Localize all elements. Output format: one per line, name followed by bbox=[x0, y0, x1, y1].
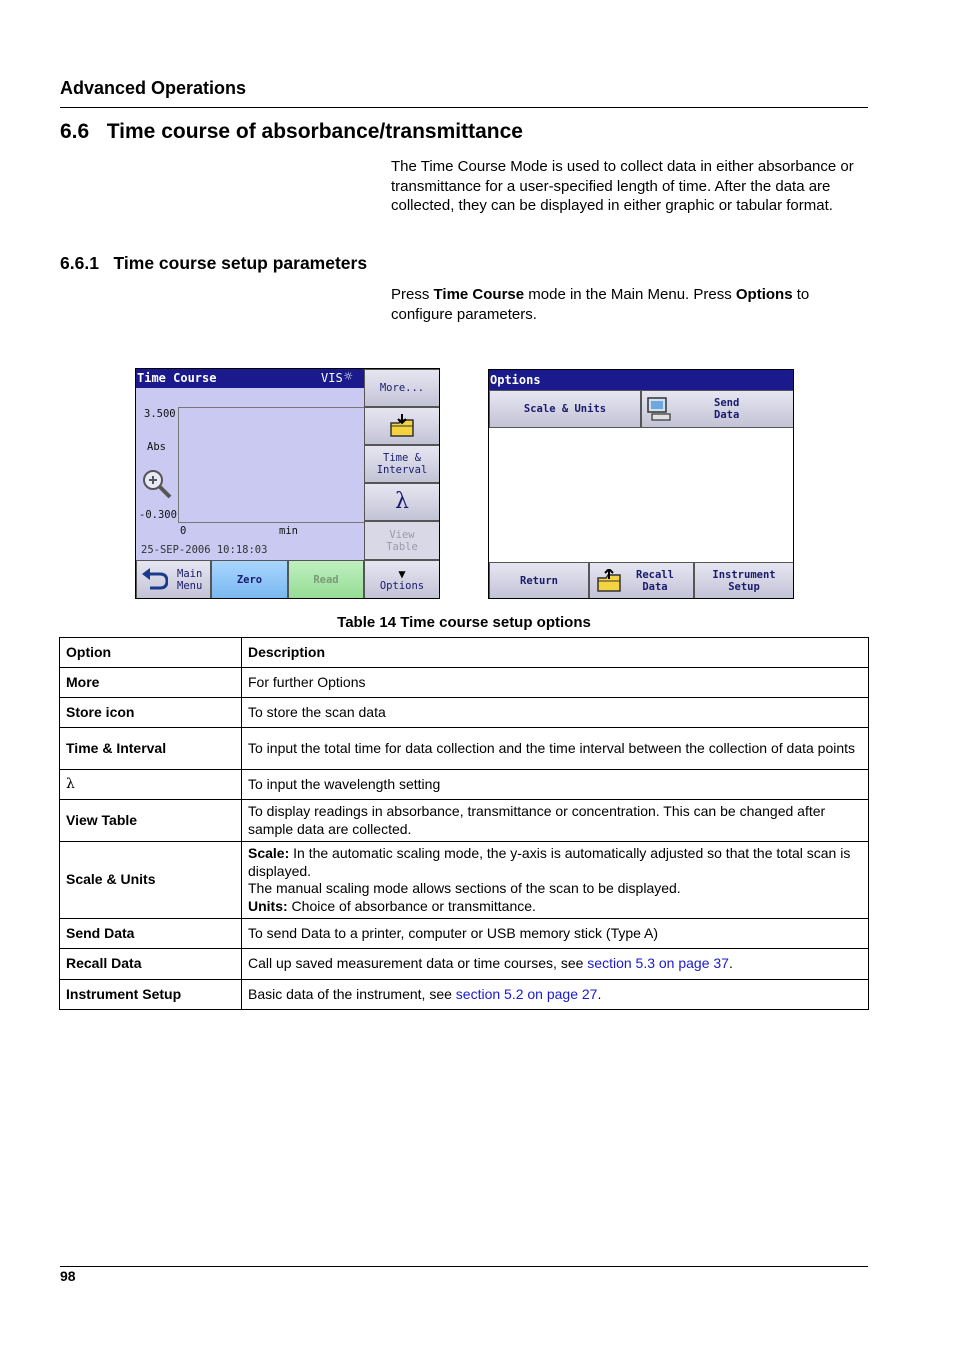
header-option: Option bbox=[60, 638, 242, 668]
store-icon bbox=[389, 414, 415, 438]
setup-desc-text: Basic data of the instrument, see bbox=[248, 985, 456, 1002]
scale-text: In the automatic scaling mode, the y-axis is automatically adjusted so that the total scan is displayed. bbox=[248, 845, 851, 879]
recall-desc-text: Call up saved measurement data or time courses, see bbox=[248, 955, 588, 972]
instr-bold-time-course: Time Course bbox=[433, 286, 525, 303]
recall-desc-end: . bbox=[728, 955, 733, 972]
recall-data-label-1: Recall bbox=[636, 568, 674, 581]
read-button[interactable] bbox=[288, 560, 364, 599]
option-cell: Recall Data bbox=[60, 949, 242, 980]
recall-folder-icon bbox=[596, 569, 622, 593]
main-menu-button[interactable] bbox=[136, 560, 211, 599]
description-cell bbox=[242, 980, 869, 1010]
units-text: Choice of absorbance or transmittance. bbox=[287, 897, 536, 914]
graph-panel bbox=[136, 388, 364, 560]
setup-desc-end: . bbox=[597, 985, 602, 1002]
description-cell: To display readings in absorbance, transmittance or concentration. This can be changed after sample data are collected. bbox=[242, 800, 869, 842]
options-arrow-icon: ▼ bbox=[398, 566, 406, 581]
table-row bbox=[60, 668, 869, 698]
subsection-title-text: Time course setup parameters bbox=[113, 253, 368, 273]
recall-data-button[interactable] bbox=[589, 562, 694, 599]
x-unit-label: min bbox=[279, 525, 298, 537]
send-data-label-1: Send bbox=[714, 397, 740, 409]
table-row bbox=[60, 800, 869, 842]
instrument-setup-label-2: Setup bbox=[728, 580, 760, 593]
main-menu-label-1: Main bbox=[177, 567, 203, 580]
table-row bbox=[60, 698, 869, 728]
table-row bbox=[60, 980, 869, 1010]
options-blank-area bbox=[489, 428, 793, 562]
option-cell: Scale & Units bbox=[60, 842, 242, 919]
time-interval-label-1: Time & bbox=[383, 452, 421, 464]
instr-bold-options: Options bbox=[735, 286, 793, 303]
store-button[interactable] bbox=[364, 407, 440, 445]
instrument-setup-button[interactable] bbox=[694, 562, 794, 599]
option-cell: View Table bbox=[60, 800, 242, 842]
table-header-row bbox=[60, 638, 869, 668]
option-cell: Store icon bbox=[60, 698, 242, 728]
subsection-number: 6.6.1 bbox=[60, 253, 99, 273]
time-interval-label-2: Interval bbox=[376, 464, 428, 476]
options-label: Options bbox=[379, 579, 425, 592]
view-table-label-1: View bbox=[389, 528, 415, 541]
return-button[interactable] bbox=[489, 562, 589, 599]
table-row bbox=[60, 728, 869, 770]
header-rule bbox=[60, 107, 868, 108]
manual-text: The manual scaling mode allows sections of the scan to be displayed. bbox=[248, 880, 681, 896]
description-cell: For further Options bbox=[242, 668, 869, 698]
datetime-label: 25-SEP-2006 10:18:03 bbox=[141, 544, 268, 556]
description-cell bbox=[242, 949, 869, 980]
x-min-label: 0 bbox=[180, 525, 187, 537]
computer-icon bbox=[646, 396, 672, 422]
more-label: More... bbox=[379, 382, 425, 394]
option-cell: Send Data bbox=[60, 919, 242, 949]
description-cell: To send Data to a printer, computer or USB memory stick (Type A) bbox=[242, 919, 869, 949]
description-cell: To store the scan data bbox=[242, 698, 869, 728]
options-titlebar bbox=[489, 370, 794, 390]
view-table-label-2: Table bbox=[386, 540, 418, 553]
section-title bbox=[60, 120, 523, 144]
option-cell: λ bbox=[60, 770, 242, 800]
recall-data-label-2: Data bbox=[642, 580, 668, 593]
table-caption: Table 14 Time course setup options bbox=[337, 614, 591, 631]
view-table-button[interactable] bbox=[364, 521, 440, 560]
description-cell: To input the wavelength setting bbox=[242, 770, 869, 800]
y-max-label: 3.500 bbox=[144, 408, 176, 420]
description-cell bbox=[242, 842, 869, 919]
zero-label: Zero bbox=[236, 573, 263, 586]
option-cell: Instrument Setup bbox=[60, 980, 242, 1010]
send-data-label-2: Data bbox=[714, 409, 740, 421]
option-cell: Time & Interval bbox=[60, 728, 242, 770]
page-number: 98 bbox=[60, 1268, 76, 1284]
instr-text-1: Press bbox=[391, 286, 434, 303]
units-label: Units: bbox=[248, 897, 288, 914]
lambda-label: λ bbox=[395, 489, 409, 514]
options-screen bbox=[488, 369, 794, 599]
running-header: Advanced Operations bbox=[60, 78, 247, 98]
time-course-title: Time Course bbox=[137, 371, 217, 385]
section-5-2-link[interactable]: section 5.2 on page 27 bbox=[455, 985, 598, 1002]
footer-rule bbox=[60, 1266, 868, 1267]
scale-units-button[interactable] bbox=[489, 390, 641, 428]
time-interval-button[interactable] bbox=[364, 445, 440, 483]
option-cell: More bbox=[60, 668, 242, 698]
read-label: Read bbox=[313, 573, 339, 586]
more-button[interactable] bbox=[364, 369, 440, 407]
wavelength-button[interactable] bbox=[364, 483, 440, 521]
y-min-label: -0.300 bbox=[139, 509, 177, 521]
subsection-title bbox=[60, 253, 367, 274]
zero-button[interactable] bbox=[211, 560, 288, 599]
send-data-button[interactable] bbox=[641, 390, 794, 428]
section-5-3-link[interactable]: section 5.3 on page 37 bbox=[587, 955, 729, 972]
instr-text-3: to configure parameters. bbox=[391, 286, 810, 323]
intro-paragraph: The Time Course Mode is used to collect data in either absorbance or transmittance for a user-specified length of time. After the data are collected, they can be displayed in either graphic or tabular format. bbox=[391, 158, 854, 214]
scale-label: Scale: bbox=[248, 845, 290, 861]
time-course-titlebar bbox=[136, 369, 364, 388]
options-table bbox=[59, 637, 869, 1010]
table-row bbox=[60, 842, 869, 919]
instrument-setup-label-1: Instrument bbox=[712, 568, 776, 581]
table-row bbox=[60, 919, 869, 949]
mode-label: VIS bbox=[321, 371, 343, 385]
lamp-icon: ☼ bbox=[344, 369, 353, 385]
y-unit-label: Abs bbox=[147, 441, 166, 453]
description-cell: To input the total time for data collection and the time interval between the collection of data points bbox=[242, 728, 869, 770]
back-arrow-icon bbox=[140, 568, 168, 592]
options-title: Options bbox=[490, 373, 541, 387]
section-title-text: Time course of absorbance/transmittance bbox=[106, 120, 523, 143]
options-button[interactable] bbox=[364, 560, 440, 599]
table-row bbox=[60, 770, 869, 800]
plot-area bbox=[178, 407, 364, 523]
zoom-icon[interactable] bbox=[141, 468, 173, 500]
instr-text-2: mode in the Main Menu. Press bbox=[524, 286, 736, 303]
header-description: Description bbox=[242, 638, 869, 668]
time-course-screen bbox=[135, 368, 440, 599]
return-label: Return bbox=[520, 574, 558, 587]
scale-units-label: Scale & Units bbox=[523, 403, 607, 415]
section-number: 6.6 bbox=[60, 120, 90, 143]
main-menu-label-2: Menu bbox=[177, 579, 203, 592]
table-row bbox=[60, 949, 869, 980]
instruction-paragraph bbox=[391, 285, 861, 324]
